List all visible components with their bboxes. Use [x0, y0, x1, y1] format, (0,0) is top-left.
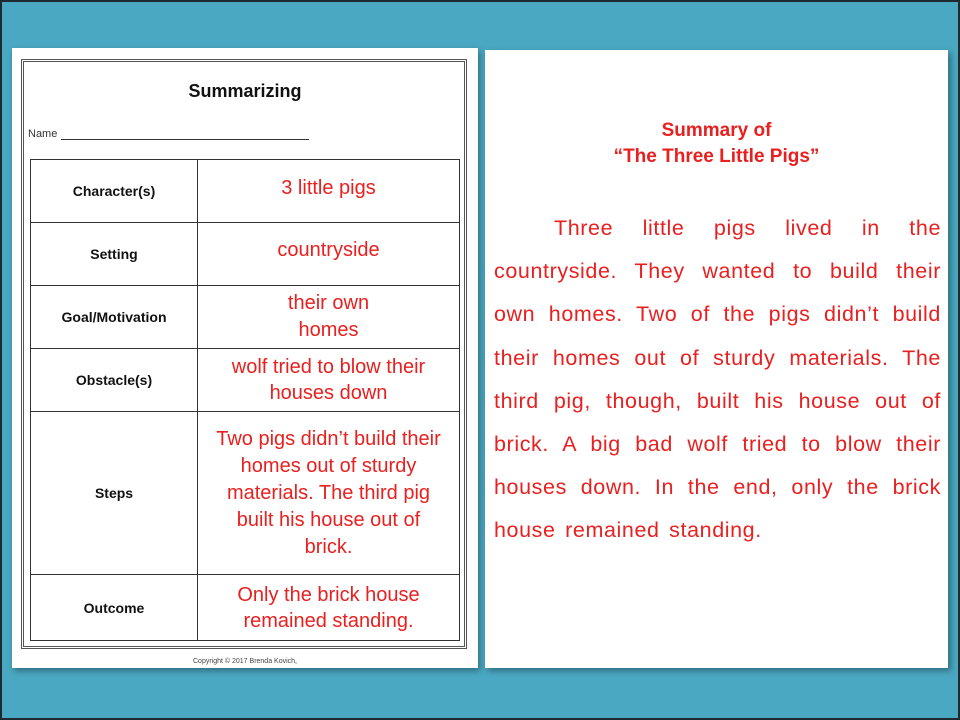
summary-title — [485, 118, 948, 170]
story-organizer-table — [30, 159, 460, 641]
table-row — [31, 223, 460, 286]
summary-panel — [485, 50, 948, 668]
name-field — [28, 128, 309, 140]
row-answer: their own homes — [198, 286, 460, 349]
summary-title-line2: “The Three Little Pigs” — [613, 146, 820, 167]
table-row — [31, 349, 460, 412]
table-row — [31, 286, 460, 349]
row-label: Character(s) — [31, 160, 198, 223]
row-label: Obstacle(s) — [31, 349, 198, 412]
summary-title-line1: Summary of — [661, 120, 772, 141]
name-label: Name — [28, 128, 58, 140]
table-row — [31, 575, 460, 641]
row-label: Steps — [31, 412, 198, 575]
name-blank-line — [61, 129, 309, 140]
copyright-note: Copyright © 2017 Brenda Kovich, — [193, 658, 297, 665]
row-label: Setting — [31, 223, 198, 286]
row-answer: countryside — [198, 223, 460, 286]
row-label: Outcome — [31, 575, 198, 641]
row-answer: wolf tried to blow their houses down — [198, 349, 460, 412]
table-row — [31, 160, 460, 223]
row-label: Goal/Motivation — [31, 286, 198, 349]
summary-paragraph: Three little pigs lived in the countryside. They wanted to build their own homes. Two of the pigs didn’t build their homes out of sturdy materials. The third pig, though, built his house out of brick. A big bad wolf tried to blow their houses down. In the end, only the brick house remained standing. — [494, 216, 941, 543]
row-answer: Only the brick house remained standing. — [198, 575, 460, 641]
row-answer: Two pigs didn’t build their homes out of sturdy materials. The third pig built his house out of brick. — [198, 412, 460, 575]
row-answer: 3 little pigs — [198, 160, 460, 223]
table-row — [31, 412, 460, 575]
summarizing-worksheet — [12, 48, 478, 668]
worksheet-title: Summarizing — [188, 81, 302, 101]
